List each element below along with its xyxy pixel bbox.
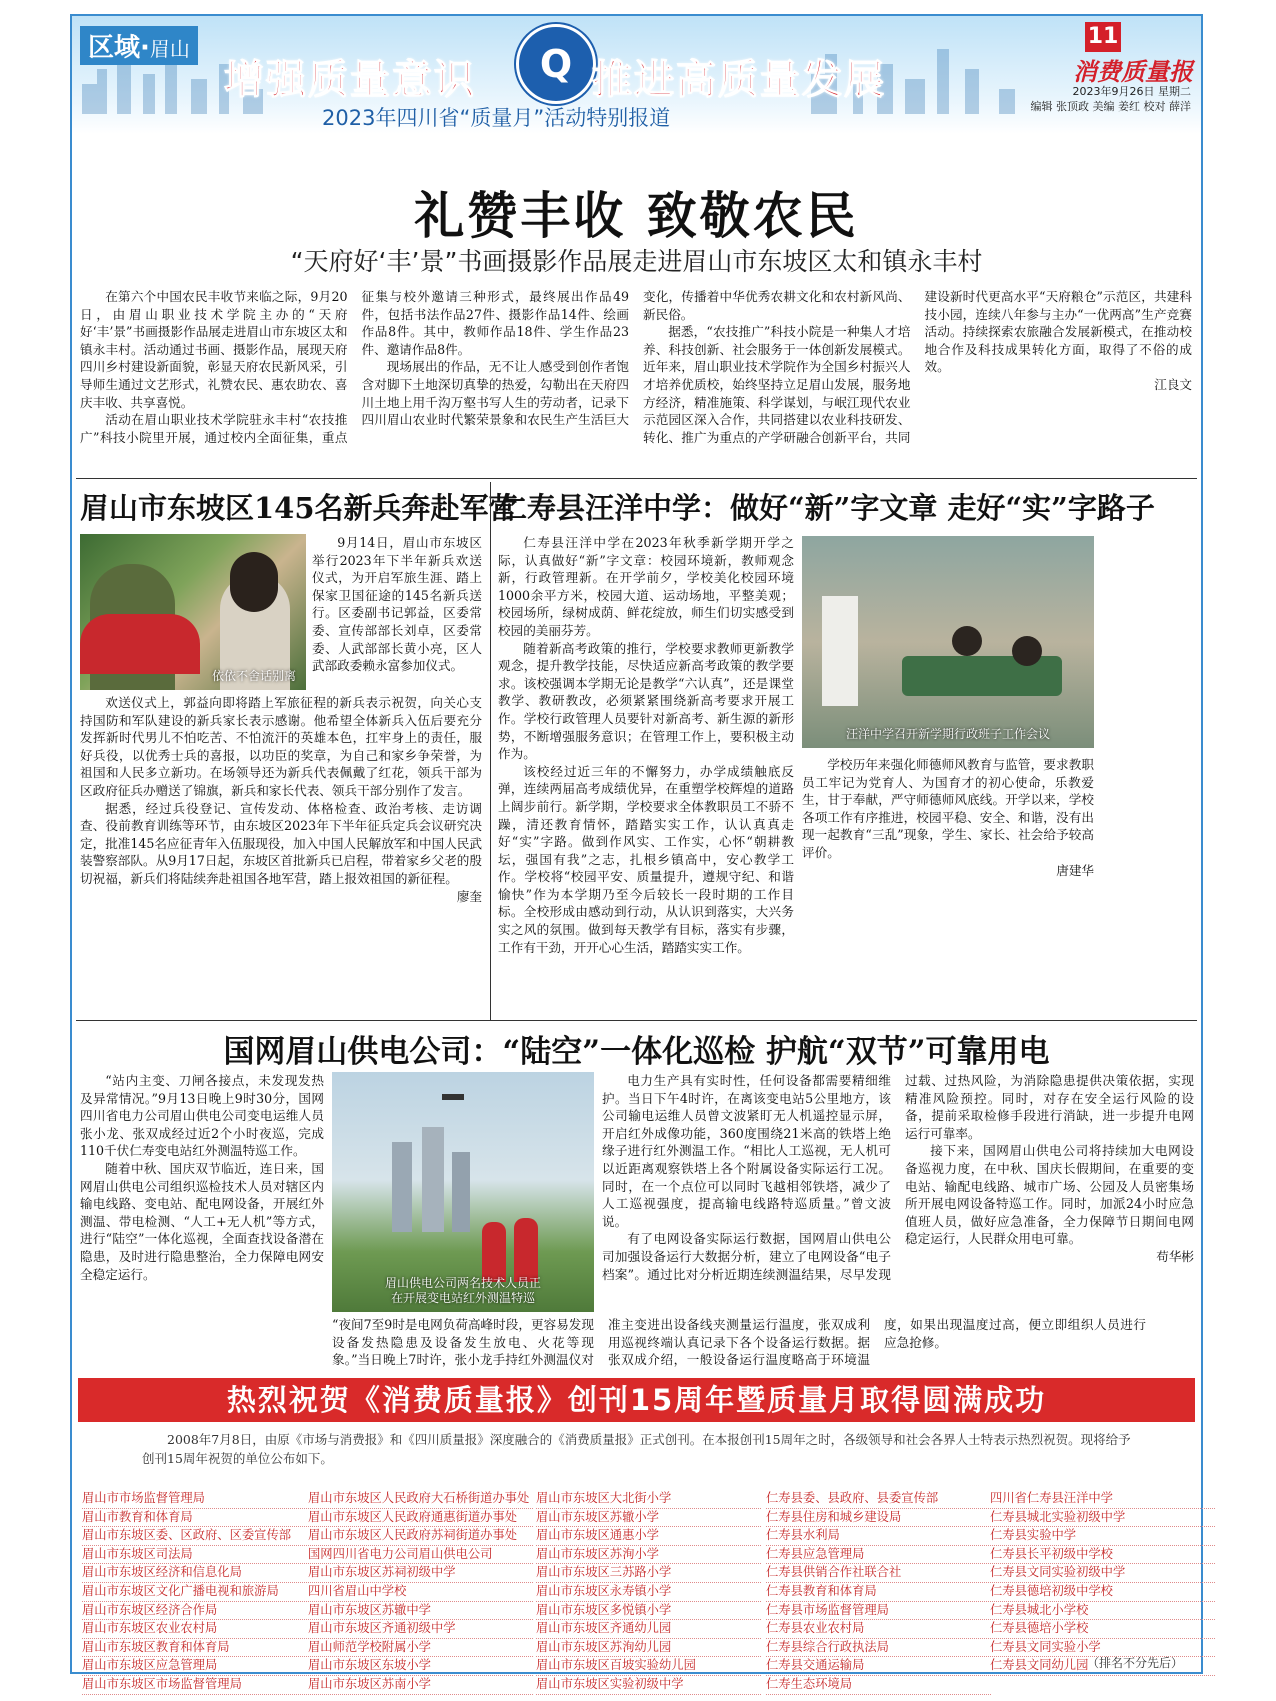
unit-item: 眉山市东坡区通惠小学 <box>536 1527 761 1546</box>
unit-item: 眉山市东坡区齐通初级中学 <box>308 1620 533 1639</box>
unit-item: 仁寿县城北实验初级中学 <box>990 1509 1215 1528</box>
unit-item: 眉山市东坡区委、区政府、区委宣传部 <box>82 1527 307 1546</box>
divider <box>490 482 491 1020</box>
unit-item: 仁寿县应急管理局 <box>766 1546 991 1565</box>
header-subtitle: 2023年四川省“质量月”活动特别报道 <box>322 106 671 130</box>
unit-item: 眉山市东坡区经济合作局 <box>82 1602 307 1621</box>
congratulating-units-list <box>536 1490 761 1695</box>
unit-item: 眉山市东坡区永寿镇小学 <box>536 1583 761 1602</box>
article-headline: 眉山市东坡区145名新兵奔赴军营 <box>80 491 518 525</box>
unit-item: 眉山市东坡区教育和体育局 <box>82 1639 307 1658</box>
unit-item: 眉山市东坡区苏洵小学 <box>536 1546 761 1565</box>
unit-item: 四川省仁寿县汪洋中学 <box>990 1490 1215 1509</box>
unit-item: 仁寿县德培初级中学校 <box>990 1583 1215 1602</box>
substation-inspection-photo <box>332 1072 594 1312</box>
congratulating-units-list <box>990 1490 1215 1676</box>
unit-item: 四川省眉山中学校 <box>308 1583 533 1602</box>
author: 唐建华 <box>1056 862 1094 878</box>
ranking-note: （排名不分先后） <box>1086 1656 1183 1670</box>
article-headline: 仁寿县汪洋中学：做好“新”字文章 走好“实”字路子 <box>498 491 1155 525</box>
newspaper-page <box>70 14 1203 1691</box>
divider <box>76 1020 1197 1021</box>
unit-item: 眉山市教育和体育局 <box>82 1509 307 1528</box>
unit-item: 仁寿县文同幼儿园 <box>990 1657 1215 1676</box>
article-body: 仁寿县汪洋中学在2023年秋季新学期开学之际，认真做好“新”字文章：校园环境新，教师观念新，行政管理新。在开学前夕，学校美化校园环境1000余平方米，校园大道、运动场地，平整美观；校园场所，绿树成荫、鲜花绽放，师生们切实感受到校园的美丽芬芳。 随着新高考政策的推行，学校要求教师更新教学观念，提升教学技能，尽快适应新高考政策的教学要求。该校强调本学期无论是教学“六认真”，还是课堂教学、教研教改，必须紧紧围绕新高考要求开展工作。学校行政管理人员要针对新高考、新生源的新形势，不断增强服务意识；在管理工作上，要积极主动作为。 该校经过近三年的不懈努力，办学成绩触底反弹，连续两届高考成绩优异，在重塑学校辉煌的道路上阔步前行。新学期，学校要求全体教职员工不骄不躁，清还教育情怀，踏踏实实工作，认认真真走好“实”字路。做到作风实、工作实，心怀“朝耕教坛，强国有我”之志，扎根乡镇高中，安心教学工作。学校将“校园平安、质量提升，遵规守纪、和谐愉快”作为本学期乃至今后较长一段时期的工作目标。全校形成由感动到行动，从认识到落实，大兴务实之风的氛围。做到每天教学有目标，落实有步骤，工作有干劲，开开心心生活，踏踏实实工作。 <box>498 535 794 955</box>
unit-item: 国网四川省电力公司眉山供电公司 <box>308 1546 533 1565</box>
page-number: 11 <box>1085 22 1121 52</box>
article-body: “夜间7至9时是电网负荷高峰时段，更容易发现设备发热隐患及设备发生放电、火花等现象。”当日晚上7时许，张小龙手持红外测温仪对准主变进出设备线夹测量运行温度，张双成利用巡视终端认真记录下各个设备运行数据。据张双成介绍，一般设备运行温度略高于环境温度，如果出现温度过高，便立即组织人员进行应急抢修。 <box>332 1317 1146 1368</box>
congratulating-units-list <box>308 1490 533 1695</box>
unit-item: 眉山市东坡区实验初级中学 <box>536 1676 761 1695</box>
celebration-intro: 2008年7月8日，由原《市场与消费报》和《四川质量报》深度融合的《消费质量报》正式创刊。在本报创刊15周年之时，各级领导和社会各界人士特表示热烈祝贺。现将给予创刊15周年祝贺的单位公布如下。 <box>142 1432 1131 1466</box>
unit-item: 眉山市东坡区苏辙中学 <box>308 1602 533 1621</box>
unit-item: 眉山市东坡区人民政府苏祠街道办事处 <box>308 1527 533 1546</box>
unit-item: 仁寿县文同实验初级中学 <box>990 1564 1215 1583</box>
unit-item: 仁寿县德培小学校 <box>990 1620 1215 1639</box>
congratulating-units-list <box>82 1490 307 1695</box>
photo-caption: 汪洋中学召开新学期行政班子工作会议 <box>845 727 1050 741</box>
school-meeting-photo <box>802 536 1094 748</box>
unit-item: 眉山市东坡区苏洵幼儿园 <box>536 1639 761 1658</box>
lead-headline: 礼赞丰收 致敬农民 <box>414 186 859 245</box>
article-body: 9月14日，眉山市东坡区举行2023年下半年新兵欢送仪式，为开启军旅生涯、踏上保家卫国征途的145名新兵送行。区委副书记郭益，区委常委、宣传部部长刘卓，区委常委、人武部部长黄小亮，区人武部政委赖永富参加仪式。 <box>312 535 482 674</box>
unit-item: 仁寿县水利局 <box>766 1527 991 1546</box>
author: 苟华彬 <box>1156 1248 1194 1264</box>
unit-item: 眉山市东坡区应急管理局 <box>82 1657 307 1676</box>
unit-item: 仁寿县委、县政府、县委宣传部 <box>766 1490 991 1509</box>
lead-subheadline: “天府好‘丰’景”书画摄影作品展走进眉山市东坡区太和镇永丰村 <box>290 247 983 276</box>
unit-item: 眉山市东坡区文化广播电视和旅游局 <box>82 1583 307 1602</box>
celebration-banner: 热烈祝贺《消费质量报》创刊15周年暨质量月取得圆满成功 <box>78 1378 1195 1422</box>
unit-item: 眉山市东坡区经济和信息化局 <box>82 1564 307 1583</box>
divider <box>76 478 1197 479</box>
author: 廖奎 <box>456 888 482 904</box>
unit-item: 眉山市东坡区人民政府通惠街道办事处 <box>308 1509 533 1528</box>
unit-item: 眉山市东坡区苏南小学 <box>308 1676 533 1695</box>
slogan-right: 推进高质量发展 <box>592 57 886 103</box>
article-body: 学校历年来强化师德师风教育与监管，要求教职员工牢记为党育人、为国育才的初心使命，乐教爱生，甘于奉献，严守师德师风底线。开学以来，学校各项工作有序推进，校园平稳、安全、和谐，没有出现一起教育“三乱”现象，学生、家长、社会给予较高评价。 唐建华 <box>802 757 1094 878</box>
photo-caption: 依依不舍话别离 <box>211 669 296 683</box>
slogan-left: 增强质量意识 <box>224 57 476 103</box>
unit-item: 眉山市东坡区苏辙小学 <box>536 1509 761 1528</box>
unit-item: 眉山市东坡区苏祠初级中学 <box>308 1564 533 1583</box>
photo-caption: 眉山供电公司两名技术人员正 在开展变电站红外测温特巡 <box>384 1276 541 1305</box>
article-body: 电力生产具有实时性，任何设备都需要精细维护。当日下午4时许，在离该变电站5公里地方，该公司输电运维人员曾文波紧盯无人机遥控显示屏，开启红外成像功能，360度围绕21米高的铁塔上绝缘子进行红外测温工作。“相比人工巡视，无人机可以近距离观察铁塔上各个附属设备实际运行工况。同时，在一个点位可以同时飞越相邻铁塔，减少了人工巡视强度，提高输电线路特巡质量。”曾文波说。 有了电网设备实际运行数据，国网眉山供电公司加强设备运行大数据分析，建立了电网设备“电子档案”。通过比对分析近期连续测温结果，尽早发现过载、过热风险，为消除隐患提供决策依据，实现精准风险预控。同时，对存在安全运行风险的设备，提前采取检修手段进行消缺，进一步提升电网运行可靠率。 接下来，国网眉山供电公司将持续加大电网设备巡视力度，在中秋、国庆长假期间，在重要的变电站、输配电线路、城市广场、公园及人员密集场所开展电网设备特巡工作。同时，加派24小时应急值班人员，做好应急准备，全力保障节日期间电网稳定运行，人民群众用电可靠。 苟华彬 <box>602 1073 1194 1282</box>
quality-month-emblem-icon: Q <box>516 24 596 104</box>
unit-item: 仁寿县市场监督管理局 <box>766 1602 991 1621</box>
unit-item: 眉山市市场监督管理局 <box>82 1490 307 1509</box>
unit-item: 眉山市东坡区东坡小学 <box>308 1657 533 1676</box>
newspaper-name: 消费质量报 <box>1073 58 1193 86</box>
unit-item: 眉山市东坡区司法局 <box>82 1546 307 1565</box>
unit-item: 眉山市东坡区市场监督管理局 <box>82 1676 307 1695</box>
unit-item: 眉山市东坡区农业农村局 <box>82 1620 307 1639</box>
unit-item: 仁寿县交通运输局 <box>766 1657 991 1676</box>
article-body: 欢送仪式上，郭益向即将踏上军旅征程的新兵表示祝贺，向关心支持国防和军队建设的新兵家长表示感谢。他希望全体新兵入伍后要充分发挥新时代男儿不怕吃苦、不怕流汗的英雄本色，扛牢身上的责任，服好兵役，以优秀士兵的喜报，以功臣的奖章，为自己和家乡争荣誉，为祖国和人民多立新功。在场领导还为新兵代表佩戴了红花，领兵干部为区政府征兵办赠送了锦旗，新兵和家长代表、领兵干部分别作了发言。 据悉，经过兵役登记、宣传发动、体格检查、政治考核、走访调查、役前教育训练等环节，由东坡区2023年下半年征兵定兵会议研究决定，批准145名应征青年入伍服现役，加入中国人民解放军和中国人民武装警察部队。从9月17日起，东坡区首批新兵已启程，带着家乡父老的殷切祝福，新兵们将陆续奔赴祖国各地军营，踏上报效祖国的新征程。 廖奎 <box>80 695 482 904</box>
unit-item: 仁寿县综合行政执法局 <box>766 1639 991 1658</box>
unit-item: 仁寿生态环境局 <box>766 1676 991 1695</box>
unit-item: 眉山市东坡区齐通幼儿园 <box>536 1620 761 1639</box>
unit-item: 仁寿县农业农村局 <box>766 1620 991 1639</box>
author: 江良文 <box>1154 376 1192 392</box>
unit-item: 仁寿县住房和城乡建设局 <box>766 1509 991 1528</box>
unit-item: 仁寿县文同实验小学 <box>990 1639 1215 1658</box>
congratulating-units-list <box>766 1490 991 1695</box>
edition-info: 2023年9月26日 星期二 编辑 张顶政 美编 姜红 校对 薛洋 <box>1030 85 1191 113</box>
unit-item: 眉山市东坡区百坡实验幼儿园 <box>536 1657 761 1676</box>
lead-article-body: 在第六个中国农民丰收节来临之际，9月20日，由眉山职业技术学院主办的“天府好‘丰’景”书画摄影作品展走进眉山市东坡区太和镇永丰村。活动通过书画、摄影作品，展现天府四川乡村建设新面貌，彰显天府农民新风采，引导师生通过文艺形式，礼赞农民、惠农助农、喜庆丰收、共享喜悦。 活动在眉山职业技术学院驻永丰村“农技推广”科技小院里开展，通过校内全面征集，重点征集与校外邀请三种形式，最终展出作品49件，包括书法作品27件、摄影作品14件、绘画作品8件。其中，教师作品18件、学生作品23件、邀请作品8件。 现场展出的作品，无不让人感受到创作者饱含对脚下土地深切真挚的热爱，勾勒出在天府四川土地上用千沟万壑书写人生的劳动者，记录下四川眉山农业时代繁荣景象和农民生产生活巨大变化，传播着中华优秀农耕文化和农村新风尚、新民俗。 据悉，“农技推广”科技小院是一种集人才培养、科技创新、社会服务于一体创新发展模式。近年来，眉山职业技术学院作为全国乡村振兴人才培养优质校，始终坚持立足眉山发展，服务地方经济，精准施策、科学谋划，与岷江现代农业示范园区深入合作，共同搭建以农业科技研发、转化、推广为重点的产学研融合创新平台，共同建设新时代更高水平“天府粮仓”示范区，共建科技小园，连续八年参与主办“一优两高”生产竞赛活动。持续探索农旅融合发展新模式，在推动校地合作及科技成果转化方面，取得了不俗的成效。 江良文 <box>80 289 1192 445</box>
unit-item: 眉山师范学校附属小学 <box>308 1639 533 1658</box>
unit-item: 仁寿县城北小学校 <box>990 1602 1215 1621</box>
unit-item: 眉山市东坡区多悦镇小学 <box>536 1602 761 1621</box>
soldier-farewell-photo <box>80 534 306 690</box>
article-body: “站内主变、刀闸各接点，未发现发热及异常情况。”9月13日晚上9时30分，国网四川省电力公司眉山供电公司变电运维人员张小龙、张双成经过近2个小时夜巡，完成110千伏仁寿变电站红外测温特巡工作。 随着中秋、国庆双节临近，连日来，国网眉山供电公司组织巡检技术人员对辖区内输电线路、变电站、配电网设备，开展红外测温、带电检测、“人工+无人机”等方式，进行“陆空”一体化巡视，全面查找设备潜在隐患，及时进行隐患整治，全力保障电网安全稳定运行。 <box>80 1073 324 1282</box>
article-headline: 国网眉山供电公司：“陆空”一体化巡检 护航“双节”可靠用电 <box>223 1034 1050 1070</box>
unit-item: 仁寿县教育和体育局 <box>766 1583 991 1602</box>
unit-item: 仁寿县长平初级中学校 <box>990 1546 1215 1565</box>
page-header <box>72 16 1201 134</box>
unit-item: 眉山市东坡区人民政府大石桥街道办事处 <box>308 1490 533 1509</box>
section-tag: 区域·眉山 <box>80 26 198 65</box>
unit-item: 眉山市东坡区三苏路小学 <box>536 1564 761 1583</box>
unit-item: 仁寿县供销合作社联合社 <box>766 1564 991 1583</box>
unit-item: 眉山市东坡区大北街小学 <box>536 1490 761 1509</box>
unit-item: 仁寿县实验中学 <box>990 1527 1215 1546</box>
